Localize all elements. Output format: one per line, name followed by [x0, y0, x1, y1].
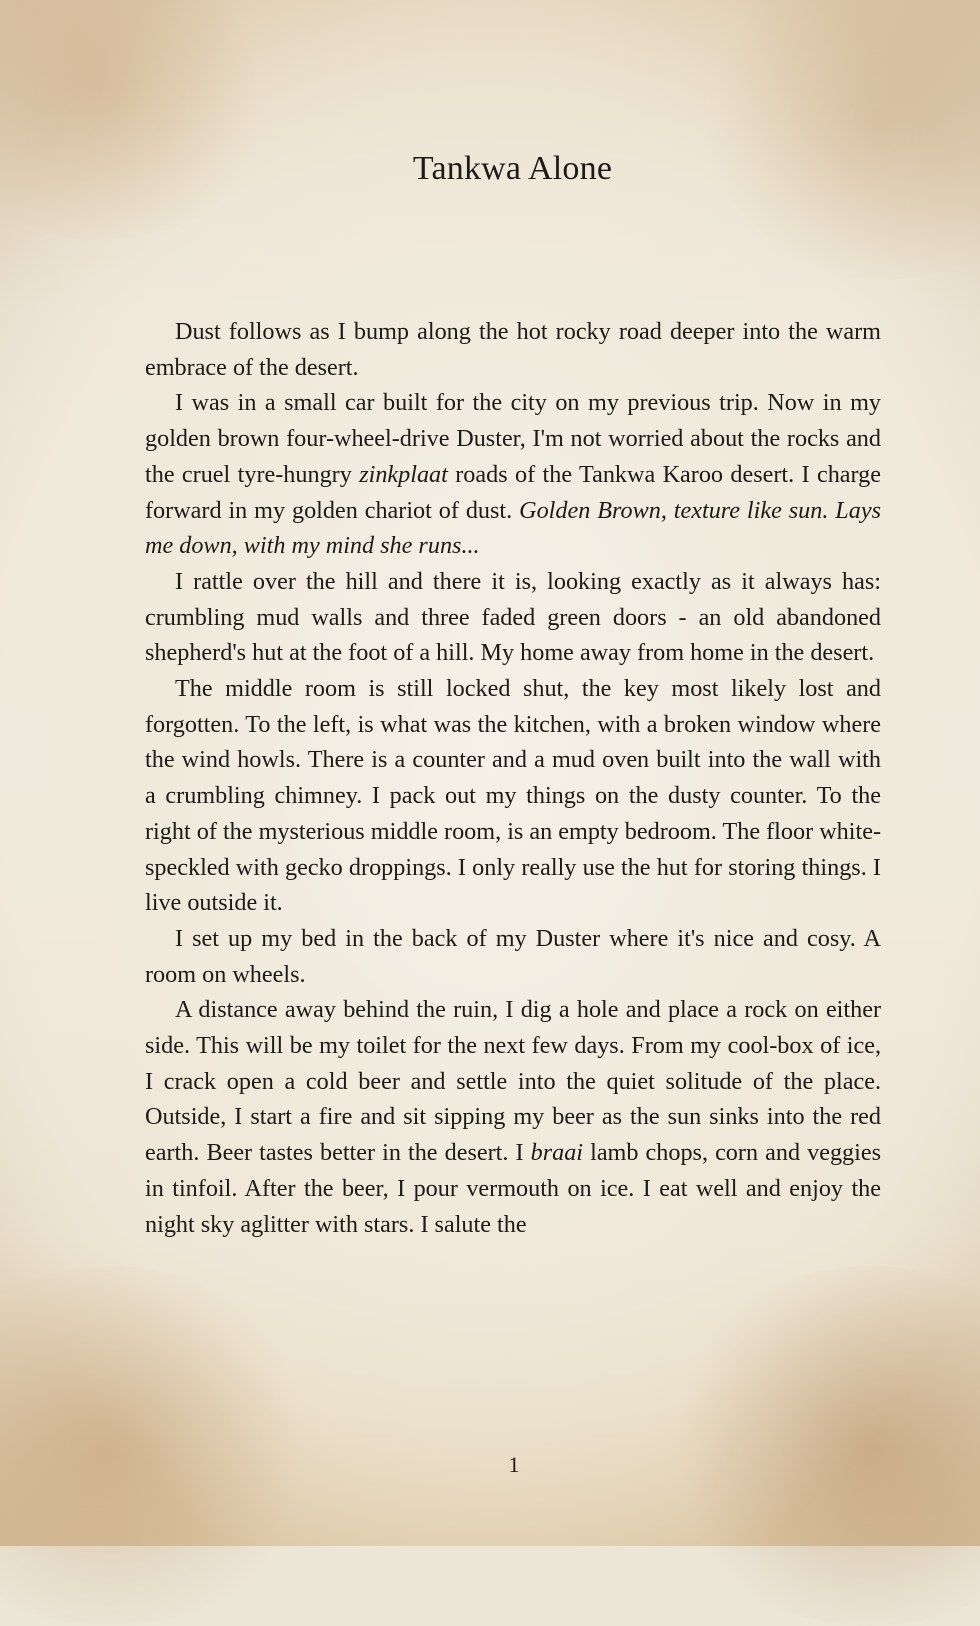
song-lyric: Golden Brown, texture like sun. Lays me down, with my mind she runs... — [145, 496, 881, 560]
chapter-title: Tankwa Alone — [412, 150, 613, 187]
paragraph: Dust follows as I bump along the hot rocky road deeper into the warm embrace of the desert. — [145, 318, 881, 381]
paragraph-text: I was in a small car built for the city on my previous trip. Now in my golden brown four-wheel-drive Duster, I'm not worried about the rocks and the cruel tyre-hungry — [145, 389, 881, 488]
page-stain — [0, 0, 280, 240]
page-stain — [0, 1266, 320, 1626]
page-number: 1 — [508, 1452, 520, 1477]
italic-word: zinkplaat — [359, 460, 448, 488]
paragraph: I rattle over the hill and there it is, looking exactly as it always has: crumbling mud walls and three faded green doors - an old abandoned shepherd's hut at the foot of a hill. My home away from home in the desert. — [145, 567, 881, 667]
paragraph-text: roads of the Tankwa Karoo desert. I charge forward in my golden chariot of dust. — [145, 460, 881, 524]
paragraph: The middle room is still locked shut, the key most likely lost and forgotten. To the left, is what was the kitchen, with a broken window where the wind howls. There is a counter and a mud oven built into the wall with a crumbling chimney. I pack out my things on the dusty counter. To the right of the mysterious middle room, is an empty bedroom. The floor white-speckled with gecko droppings. I only really use the hut for storing things. I live outside it. — [145, 675, 881, 917]
italic-word: braai — [530, 1139, 584, 1167]
page-stain — [690, 0, 980, 280]
page-stain — [660, 1266, 980, 1626]
paragraph-text: A distance away behind the ruin, I dig a hole and place a rock on either side. This will be my toilet for the next few days. From my cool-box of ice, I crack open a cold beer and settle into the quiet solitude of the place. Outside, I start a fire and sit sipping my beer as the sun sinks into the red earth. Beer tastes better in the desert. I — [145, 996, 881, 1167]
paragraph-text: lamb chops, corn and veggies in tinfoil. After the beer, I pour vermouth on ice. I eat well and enjoy the night sky aglitter with stars. I salute the — [145, 1139, 881, 1238]
chapter-body — [145, 314, 881, 1242]
paragraph — [145, 992, 881, 1242]
paragraph — [145, 385, 881, 564]
paragraph: I set up my bed in the back of my Duster where it's nice and cosy. A room on wheels. — [145, 924, 881, 988]
